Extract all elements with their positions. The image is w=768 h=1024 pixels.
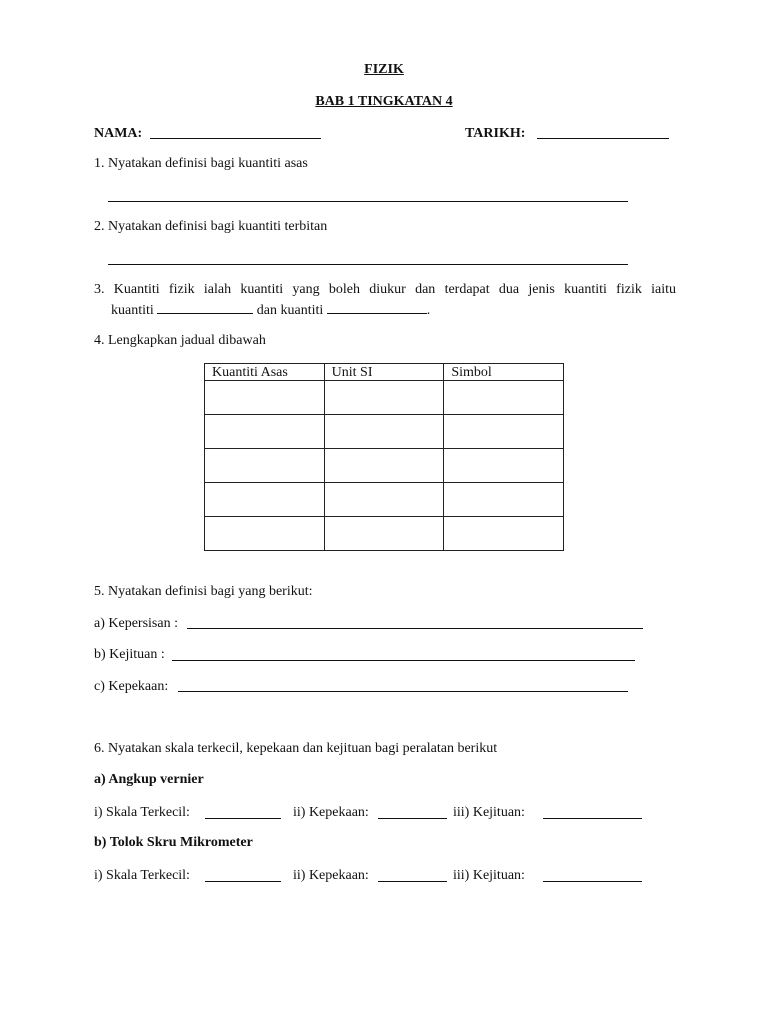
- column-header-simbol: Simbol: [444, 364, 564, 381]
- instrument-b-skala-label: i) Skala Terkecil:: [94, 868, 190, 883]
- table-cell[interactable]: [205, 483, 325, 517]
- question-5c-label: c) Kepekaan:: [94, 679, 169, 694]
- instrument-a-kejituan-field[interactable]: [543, 818, 642, 819]
- name-label: NAMA:: [94, 126, 143, 141]
- question-1: 1. Nyatakan definisi bagi kuantiti asas: [94, 156, 308, 171]
- table-cell[interactable]: [205, 415, 325, 449]
- blank-kuantiti-1[interactable]: [157, 301, 253, 314]
- instrument-b-skala-field[interactable]: [205, 881, 281, 882]
- table-cell[interactable]: [444, 381, 564, 415]
- table-row: [205, 449, 564, 483]
- question-3-end: .: [426, 303, 431, 318]
- table-header-row: [205, 364, 564, 381]
- table-cell[interactable]: [324, 449, 444, 483]
- answer-line-2[interactable]: [108, 264, 628, 265]
- instrument-b-title: b) Tolok Skru Mikrometer: [94, 835, 253, 850]
- document-chapter: BAB 1 TINGKATAN 4: [315, 94, 453, 109]
- instrument-a-kepekaan-field[interactable]: [378, 818, 447, 819]
- instrument-a-kejituan-label: iii) Kejituan:: [453, 805, 525, 820]
- document-subject: FIZIK: [364, 62, 404, 77]
- date-field[interactable]: [537, 138, 669, 139]
- question-3-kuantiti: kuantiti: [111, 303, 154, 318]
- table-cell[interactable]: [444, 517, 564, 551]
- question-3-dan-kuantiti: dan kuantiti: [256, 303, 324, 318]
- instrument-a-skala-label: i) Skala Terkecil:: [94, 805, 190, 820]
- answer-line-1[interactable]: [108, 201, 628, 202]
- table-cell[interactable]: [324, 483, 444, 517]
- table-cell[interactable]: [205, 449, 325, 483]
- answer-line-kepekaan[interactable]: [178, 691, 628, 692]
- instrument-b-kepekaan-field[interactable]: [378, 881, 447, 882]
- table-cell[interactable]: [205, 381, 325, 415]
- instrument-a-title: a) Angkup vernier: [94, 772, 204, 787]
- table-row: [205, 381, 564, 415]
- table-cell[interactable]: [205, 517, 325, 551]
- question-2: 2. Nyatakan definisi bagi kuantiti terbitan: [94, 219, 328, 234]
- column-header-unit-si: Unit SI: [324, 364, 444, 381]
- table-row: [205, 517, 564, 551]
- question-5a-label: a) Kepersisan :: [94, 616, 178, 631]
- quantity-table: [204, 363, 564, 551]
- table-row: [205, 483, 564, 517]
- table-cell[interactable]: [444, 415, 564, 449]
- table-cell[interactable]: [444, 483, 564, 517]
- table-cell[interactable]: [324, 415, 444, 449]
- table-cell[interactable]: [324, 381, 444, 415]
- instrument-a-kepekaan-label: ii) Kepekaan:: [293, 805, 369, 820]
- question-3-line-1: 3. Kuantiti fizik ialah kuantiti yang boleh diukur dan terdapat dua jenis kuantiti fizik iaitu: [94, 282, 676, 297]
- instrument-a-skala-field[interactable]: [205, 818, 281, 819]
- question-4: 4. Lengkapkan jadual dibawah: [94, 333, 266, 348]
- question-3-line-2: [111, 301, 430, 319]
- table-cell[interactable]: [324, 517, 444, 551]
- answer-line-kejituan[interactable]: [172, 660, 635, 661]
- table-cell[interactable]: [444, 449, 564, 483]
- column-header-kuantiti-asas: Kuantiti Asas: [205, 364, 325, 381]
- answer-line-kepersisan[interactable]: [187, 628, 643, 629]
- date-label: TARIKH:: [465, 126, 526, 141]
- question-5b-label: b) Kejituan :: [94, 647, 165, 662]
- instrument-b-kejituan-label: iii) Kejituan:: [453, 868, 525, 883]
- question-6: 6. Nyatakan skala terkecil, kepekaan dan kejituan bagi peralatan berikut: [94, 741, 498, 756]
- table-row: [205, 415, 564, 449]
- blank-kuantiti-2[interactable]: [327, 301, 427, 314]
- name-field[interactable]: [150, 138, 321, 139]
- question-5: 5. Nyatakan definisi bagi yang berikut:: [94, 584, 313, 599]
- instrument-b-kepekaan-label: ii) Kepekaan:: [293, 868, 369, 883]
- instrument-b-kejituan-field[interactable]: [543, 881, 642, 882]
